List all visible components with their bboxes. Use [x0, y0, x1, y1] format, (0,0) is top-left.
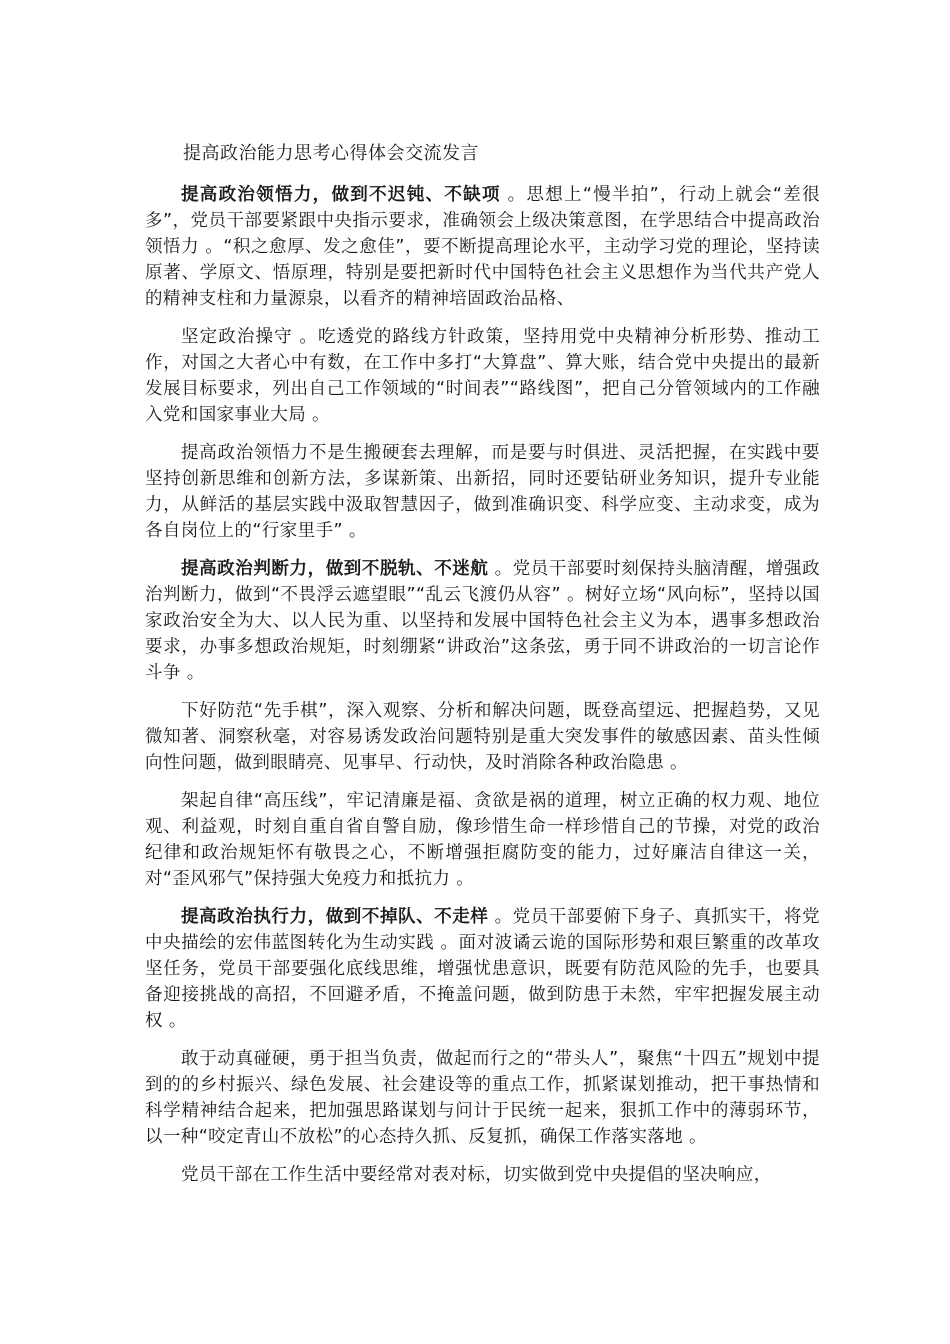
document-title: 提高政治能力思考心得体会交流发言: [183, 143, 479, 164]
paragraph-7: [145, 904, 820, 1034]
paragraph-heading: 提高政治领悟力，做到不迟钝、不缺项: [181, 185, 501, 205]
paragraph-3: [145, 440, 820, 544]
paragraph-text: 。思想上“慢半拍”，行动上就会“差很多”，党员干部要紧跟中央指示要求，准确领会上级决策意图，在学思结合中提高政治领悟力 。“积之愈厚、发之愈佳”，要不断提高理论水平，主动学习党的理论，坚持读原著、学原文、悟原理，特别是要把新时代中国特色社会主义思想作为当代共产党人的精神支柱和力量源泉，以看齐的精神培固政治品格、: [145, 185, 820, 309]
paragraph-heading: 提高政治判断力，做到不脱轨、不迷航: [181, 559, 489, 579]
paragraph-8: [145, 1046, 820, 1150]
paragraph-9: [145, 1162, 820, 1188]
paragraph-text: 党员干部在工作生活中要经常对表对标，切实做到党中央提倡的坚决响应，: [181, 1165, 772, 1185]
paragraph-5: [145, 698, 820, 776]
paragraph-text: 敢于动真碰硬，勇于担当负责，做起而行之的“带头人”，聚焦“十四五”规划中提到的的乡村振兴、绿色发展、社会建设等的重点工作，抓紧谋划推动，把干事热情和科学精神结合起来，把加强思路谋划与问计于民统一起来，狠抓工作中的薄弱环节，以一种“咬定青山不放松”的心态持久抓、反复抓，确保工作落实落地 。: [145, 1049, 820, 1147]
document-page: [145, 140, 820, 1200]
paragraph-4: [145, 556, 820, 686]
paragraph-text: 坚定政治操守 。吃透党的路线方针政策，坚持用党中央精神分析形势、推动工作，对国之大者心中有数，在工作中多打“大算盘”、算大账，结合党中央提出的最新发展目标要求，列出自己工作领域的“时间表”“路线图”，把自己分管领域内的工作融入党和国家事业大局 。: [145, 327, 820, 425]
paragraph-text: 架起自律“高压线”，牢记清廉是福、贪欲是祸的道理，树立正确的权力观、地位观、利益观，时刻自重自省自警自励，像珍惜生命一样珍惜自己的节操，对党的政治纪律和政治规矩怀有敬畏之心，不断增强拒腐防变的能力，过好廉洁自律这一关，对“歪风邪气”保持强大免疫力和抵抗力 。: [145, 791, 820, 889]
paragraph-text: 提高政治领悟力不是生搬硬套去理解，而是要与时俱进、灵活把握，在实践中要坚持创新思维和创新方法，多谋新策、出新招，同时还要钻研业务知识，提升专业能力，从鲜活的基层实践中汲取智慧因子，做到准确识变、科学应变、主动求变，成为各自岗位上的“行家里手” 。: [145, 443, 820, 541]
paragraph-text: 。党员干部要俯下身子、真抓实干，将党中央描绘的宏伟蓝图转化为生动实践 。面对波谲云诡的国际形势和艰巨繁重的改革攻坚任务，党员干部要强化底线思维，增强忧患意识，既要有防范风险的先手，也要具备迎接挑战的高招，不回避矛盾，不掩盖问题，做到防患于未然，牢牢把握发展主动权 。: [145, 907, 820, 1031]
paragraph-6: [145, 788, 820, 892]
paragraph-1: [145, 182, 820, 312]
paragraph-2: [145, 324, 820, 428]
paragraph-heading: 提高政治执行力，做到不掉队、不走样: [181, 907, 489, 927]
paragraph-text: 。党员干部要时刻保持头脑清醒，增强政治判断力，做到“不畏浮云遮望眼”“乱云飞渡仍从容” 。树好立场“风向标”，坚持以国家政治安全为大、以人民为重、以坚持和发展中国特色社会主义为本，遇事多想政治要求，办事多想政治规矩，时刻绷紧“讲政治”这条弦，勇于同不讲政治的一切言论作斗争 。: [145, 559, 820, 683]
paragraph-text: 下好防范“先手棋”，深入观察、分析和解决问题，既登高望远、把握趋势，又见微知著、洞察秋毫，对容易诱发政治问题特别是重大突发事件的敏感因素、苗头性倾向性问题，做到眼睛亮、见事早、行动快，及时消除各种政治隐患 。: [145, 701, 820, 773]
